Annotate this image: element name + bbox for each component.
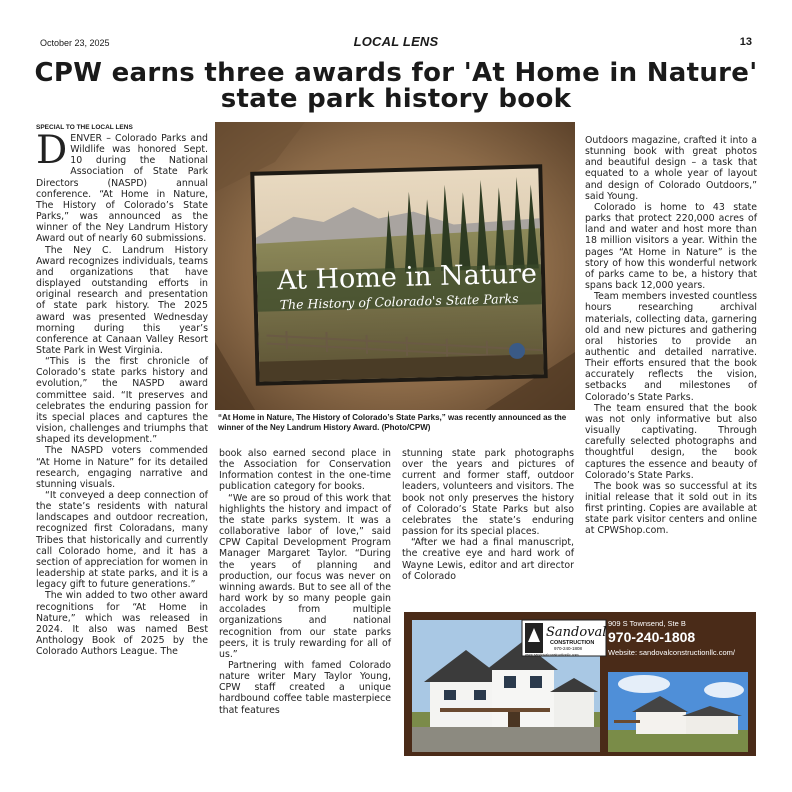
house-photo-2 bbox=[608, 672, 748, 752]
byline: SPECIAL TO THE LOCAL LENS bbox=[36, 124, 133, 131]
section-title: LOCAL LENS bbox=[353, 34, 439, 49]
paragraph: Colorado is home to 43 state parks that protect 220,000 acres of land and water and host more than 18 million visitors a year. Within the pages “At Home in Nature” is the story of how this wonderful network of parks came to be, a history that spans back 12,000 years. bbox=[585, 201, 757, 292]
photo-caption: “At Home in Nature, The History of Colorado’s State Parks,” was recently announced as the winner of the Ney Landrum History Award. (Photo/CPW) bbox=[218, 413, 567, 432]
lead-paragraph bbox=[36, 128, 208, 245]
paragraph: Partnering with famed Colorado nature writer Mary Taylor Young, CPW staff created a unique hardbound coffee table masterpiece that features bbox=[219, 659, 391, 716]
logo-name: Sandoval bbox=[546, 625, 607, 640]
ad-photos bbox=[404, 612, 756, 756]
book-cover bbox=[250, 164, 548, 386]
paragraph: “This is the first chronicle of Colorado’s state parks history and evolution,” the NASPD award committee said. “It preserves and celebrates the enduring passion for its special places and captures the vision, challenges and triumphs that shaped its development.” bbox=[36, 356, 208, 446]
paragraph: “After we had a final manuscript, the creative eye and hard work of Wayne Lewis, editor and art director of Colorado bbox=[402, 537, 574, 582]
ad-website-link[interactable]: Website: sandovalconstructionllc.com/ bbox=[608, 648, 736, 657]
paragraph: The book was so successful at its initial release that it sold out in its first printing. Copies are available at state park visitor centers and online at CPWShop.com. bbox=[585, 480, 757, 537]
sandoval-construction-ad[interactable] bbox=[404, 612, 756, 756]
paragraph: Team members invested countless hours researching archival materials, collecting data, garnering old and new pictures and gathering oral histories to provide an authentic and detailed narrative. Their efforts ensured that the book accurately reflects the vision, setbacks and milestones of Colorado’s State Parks. bbox=[585, 291, 757, 403]
book-subtitle: The History of Colorado's State Parks bbox=[279, 290, 519, 313]
book-title: At Home in Nature bbox=[276, 258, 538, 297]
logo-website: www.sandovalconstructionllc.com bbox=[525, 653, 579, 657]
paragraph: The win added to two other award recognitions for “At Home in Nature,” which was released in 2024. It also was named Best Anthology Book of 2025 by the Colorado Authors League. The bbox=[36, 590, 208, 658]
ad-phone[interactable]: 970-240-1808 bbox=[608, 629, 696, 645]
article-column-2 bbox=[219, 448, 391, 716]
logo-subtitle: CONSTRUCTION bbox=[550, 640, 595, 646]
article-column-1 bbox=[36, 128, 208, 658]
book-photo-illustration bbox=[215, 122, 575, 410]
paragraph: stunning state park photographs over the years and pictures of current and former staff, outdoor leaders, volunteers and visitors. The book not only preserves the history of Colorado’s State Parks but also celebrates the state’s enduring passion for its special places. bbox=[402, 448, 574, 538]
paragraph: The NASPD voters commended “At Home in Nature” for its detailed research, engaging narrative and stunning visuals. bbox=[36, 445, 208, 490]
paragraph: Outdoors magazine, crafted it into a stunning book with great photos and beautiful design – a task that equated to a whole year of layout and design of Colorado Outdoors,” said Young. bbox=[585, 135, 757, 202]
paragraph: The team ensured that the book was not only informative but also visually captivating. Through carefully selected photographs and thoughtful design, the book captures the essence and beauty of Colorado’s State Parks. bbox=[585, 402, 757, 481]
lead-paragraph-text: ENVER – Colorado Parks and Wildlife was honored Sept. 10 during the National Association of State Park Directors (NASPD) annual conference. “At Home in Nature, The History of Colorado’s State Parks,” was announced as the winner of the Ney Landrum History Award out of nearly 60 submissions. bbox=[36, 133, 208, 245]
paragraph: “We are so proud of this work that highlights the history and impact of the state parks system. It was a collaborative labor of love,” said CPW Capital Development Program Manager Margaret Taylor. “During the years of planning and production, our focus was never on winning awards. But to see all of the hard work by so many people gain accolades from multiple organizations and national recognition from our state parks peers, it is truly rewarding for all of us.” bbox=[219, 492, 391, 660]
paragraph: book also earned second place in the Association for Conservation Information contest in the one-time publication category for books. bbox=[219, 448, 391, 493]
ad-address: 909 S Townsend, Ste B bbox=[608, 619, 686, 628]
article-column-3 bbox=[402, 448, 574, 582]
paragraph: “It conveyed a deep connection of the state’s residents with natural landscapes and outdoor recreation, recognized first Coloradans, many Tribes that historically and currently call Colorado home, and it has a section of appreciation for women in leadership at state parks, and it is a legacy gift to future generations.” bbox=[36, 490, 208, 591]
paragraph: The Ney C. Landrum History Award recognizes individuals, teams and organizations that have displayed outstanding efforts in original research and presentation of state park history. The 2025 award was presented Wednesday morning during this year’s conference at Canaan Valley Resort State Park in West Virginia. bbox=[36, 244, 208, 356]
book-photo bbox=[215, 122, 575, 410]
page-number: 13 bbox=[739, 36, 752, 48]
drop-cap: D bbox=[36, 128, 68, 173]
sandoval-logo bbox=[522, 620, 606, 657]
article-column-4 bbox=[585, 135, 757, 537]
logo-phone: 970-240-1808 bbox=[554, 646, 583, 651]
headline: CPW earns three awards for 'At Home in Nature' state park history book bbox=[34, 58, 758, 114]
issue-date: October 23, 2025 bbox=[40, 38, 110, 48]
